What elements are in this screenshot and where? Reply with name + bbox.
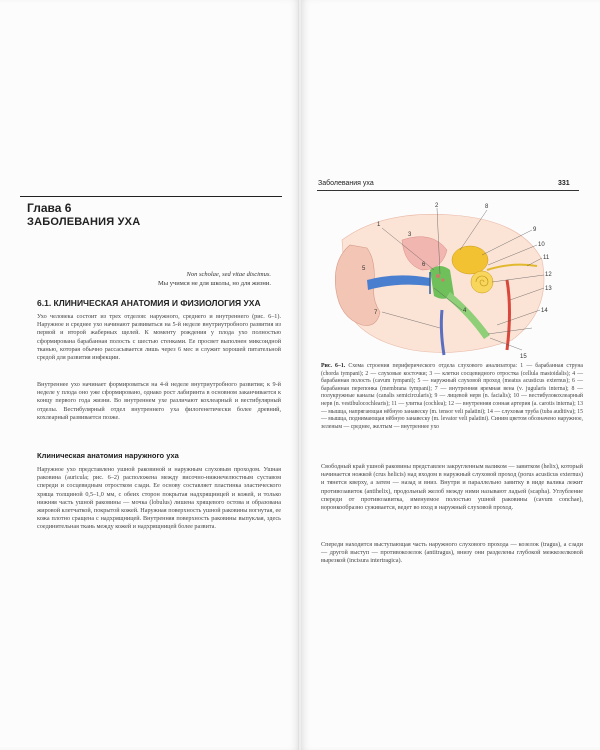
chapter-number: Глава 6 xyxy=(27,201,72,215)
chapter-rule xyxy=(20,196,282,197)
figure-label: 13 xyxy=(545,286,552,292)
cochlea xyxy=(471,271,493,293)
figure-caption xyxy=(321,363,583,431)
figure-label: 5 xyxy=(362,266,366,272)
body-paragraph: Внутреннее ухо начинает формироваться на 4-й неделе внутриутробного развития; к 9-й неделе у плода оно уже сформировано, однако рост лабиринта в основном заканчивается к концу первого года жизни. Во внутреннем ухе различают кохлеарный и вестибулярный отделы. Вестибулярный отдел внутреннего уха филогенетически более древний, кохлеарный развивается позже. xyxy=(37,381,281,421)
header-rule xyxy=(317,190,579,191)
figure-label: 3 xyxy=(408,232,412,238)
body-paragraph: Спереди находится выступающая часть наружного слухового прохода — козелок (tragus), а сзади — другой выступ — противокозелок (antitragus), внизу они разделены глубокой межкозелковой вырезкой (incisura intertragica). xyxy=(321,541,583,565)
figure-label: 8 xyxy=(485,204,489,210)
section-title: 6.1. КЛИНИЧЕСКАЯ АНАТОМИЯ И ФИЗИОЛОГИЯ УХА xyxy=(37,298,261,308)
body-paragraph: Наружное ухо представлено ушной раковиной и наружным слуховым проходом. Ушная раковина (auricula; рис. 6–2) расположена между височно-нижнечелюстным суставом спереди и сосцевидным отростком сзади. Ее основу составляет пластинка эластического хряща толщиной 0,5–1,0 мм, с обеих сторон покрытая надхрящницей и кожей, и только нижняя часть ушной раковины — мочка (lobulus) лишена хрящевого остова и образована жировой клетчаткой, покрытой кожей. Наружная поверхность ушной раковины вогнутая, ее кожа плотно сращена с надхрящницей. Внутренняя поверхность раковины выпуклая, здесь соединительная ткань между кожей и надхрящницей более развита. xyxy=(37,466,281,531)
figure-label: 4 xyxy=(463,308,467,314)
ossicles xyxy=(436,274,440,278)
ossicles xyxy=(441,278,444,281)
figure-label: 15 xyxy=(520,354,527,360)
epigraph-latin: Non scholae, sed vitae discimus. xyxy=(186,271,271,278)
chapter-title: ЗАБОЛЕВАНИЯ УХА xyxy=(27,216,141,228)
caption-label: Рис. 6–1. xyxy=(321,363,346,369)
semicircular-canals xyxy=(452,246,488,274)
figure-label: 10 xyxy=(538,242,545,248)
epigraph-translation: Мы учимся не для школы, но для жизни. xyxy=(157,280,271,287)
ear-anatomy-figure xyxy=(322,200,578,360)
figure-label: 7 xyxy=(374,310,378,316)
running-header: Заболевания уха xyxy=(318,180,374,187)
body-paragraph: Ухо человека состоит из трех отделов: наружного, среднего и внутреннего (рис. 6–1). Наружное и среднее ухо начинают развиваться на 5-й неделе внутриутробного развития из первой и второй жаберных щелей. К моменту рождения у плода ухо полностью сформирована барабанная полость с шестью стенками. Ее просвет выполнен миксоидной тканью, которая обычно рассасывается лишь через 6 мес и служит хорошей питательной средой для развития инфекции. xyxy=(37,313,281,362)
caption-text: Схема строения периферического отдела слухового анализатора: 1 — барабанная струна (chorda tympani); 2 — слуховые косточки; 3 — клетки сосцевидного отростка (cellula mastoidalis); 4 — барабанная полость (cavum tympani); 5 — наружный слуховой проход (meatus acusticus externus); 6 — барабанная перепонка (membrana tympani); 7 — внутренняя яремная вена (v. jugularis interna); 8 — полукружные каналы (canalis semicircularis); 9 — лицевой нерв (n. facialis); 10 — вестибулокохлеарный нерв (n. vestibulocochlearis); 11 — улитка (cochlea); 12 — внутренняя сонная артерия (a. carotis interna); 13 — мышца, напрягающая нёбную занавеску (m. tensor veli palatini); 14 — слуховая труба (tuba auditiva); 15 — мышца, поднимающая нёбную занавеску (m. levator veli palatini). Синим цветом обозначено наружное, зеленым — среднее, желтым — внутреннее ухо xyxy=(321,363,583,430)
figure-label: 6 xyxy=(422,262,426,268)
figure-label: 1 xyxy=(377,222,381,228)
figure-label: 9 xyxy=(533,227,537,233)
subsection-title: Клиническая анатомия наружного уха xyxy=(37,451,179,460)
figure-label: 14 xyxy=(541,308,548,314)
page-number: 331 xyxy=(558,180,570,187)
figure-label: 12 xyxy=(545,272,552,278)
figure-label: 11 xyxy=(543,255,550,261)
left-page xyxy=(0,0,299,750)
body-paragraph: Свободный край ушной раковины представлен закругленным валиком — завитком (helix), который начинается ножкой (crus helicis) над входом в наружный слуховой проход (porus acusticus externus) и тянется кверху, а затем — назад и вниз. Внутри и параллельно завитку в виде валика лежит противозавиток (antihelix), продольный желоб между ними называют ладьей (scapha). Углубление спереди от противозавитка, именуемое полостью ушной раковины (cavum conchae), воронкообразно суживается, ведет во вход в наружный слуховой проход. xyxy=(321,463,583,512)
figure-label: 2 xyxy=(435,203,439,209)
